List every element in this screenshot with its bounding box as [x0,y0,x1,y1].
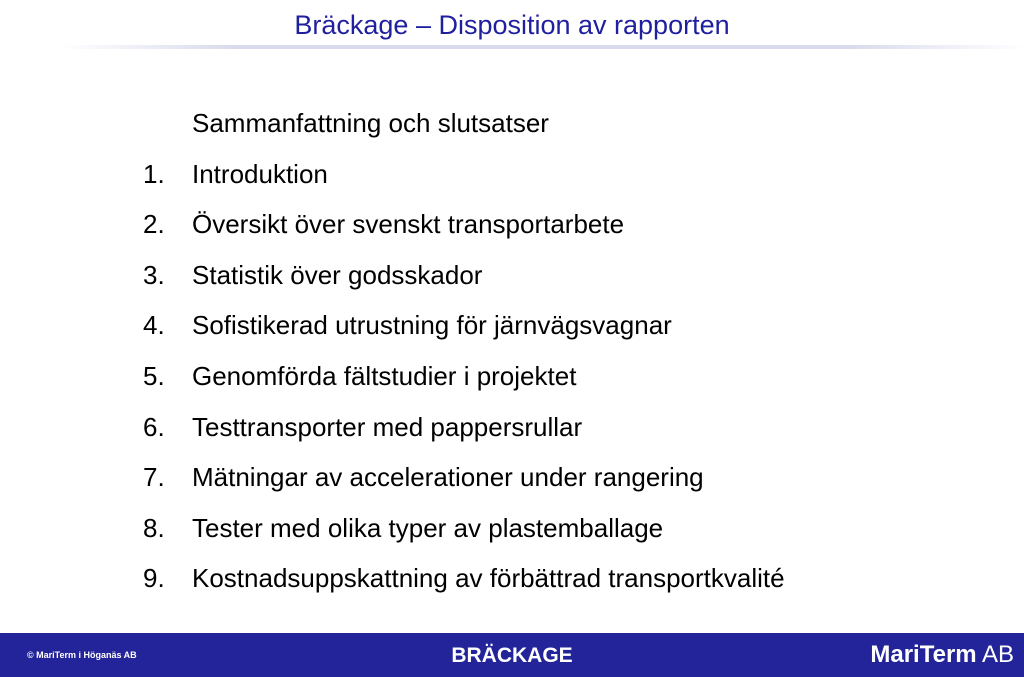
company-logo [870,640,1014,670]
agenda-item-1 [0,154,1024,205]
agenda-item-number: 6. [143,411,165,442]
agenda-item-2 [0,204,1024,255]
agenda-item-text: Kostnadsuppskattning av förbättrad transportkvalité [192,563,785,594]
agenda-item-number: 2. [143,209,165,240]
agenda-item-number: 1. [143,158,165,189]
agenda-item-text: Tester med olika typer av plastemballage [192,512,664,543]
agenda-item-4 [0,305,1024,356]
footer-copyright: © MariTerm i Höganäs AB [27,650,137,660]
title-divider [60,45,1024,49]
agenda-item-3 [0,255,1024,306]
footer-project-name: BRÄCKAGE [451,644,573,667]
agenda-item-text: Översikt över svenskt transportarbete [192,209,625,240]
agenda-item-6 [0,407,1024,458]
company-name: MariTerm [870,641,977,668]
agenda-item-text: Genomförda fältstudier i projektet [192,360,577,391]
agenda-item-summary [0,103,1024,154]
agenda-item-number: 4. [143,310,165,341]
footer-bar [0,633,1024,677]
agenda-item-text: Testtransporter med pappersrullar [192,411,583,442]
agenda-item-5 [0,356,1024,407]
agenda-item-text: Mätningar av accelerationer under rangering [192,462,704,493]
agenda-item-text: Introduktion [192,158,328,189]
agenda-item-8 [0,508,1024,559]
agenda-item-number: 5. [143,360,165,391]
agenda-item-7 [0,457,1024,508]
agenda-item-text: Sofistikerad utrustning för järnvägsvagnar [192,310,672,341]
agenda-list [0,103,1024,609]
agenda-item-number: 8. [143,512,165,543]
agenda-item-text: Sammanfattning och slutsatser [192,108,549,138]
agenda-item-9 [0,558,1024,609]
slide-title: Bräckage – Disposition av rapporten [294,10,730,40]
agenda-item-number: 7. [143,462,165,493]
agenda-item-number: 9. [143,563,165,594]
agenda-item-number: 3. [143,259,165,290]
company-suffix: AB [981,641,1014,668]
agenda-item-text: Statistik över godsskador [192,259,483,290]
